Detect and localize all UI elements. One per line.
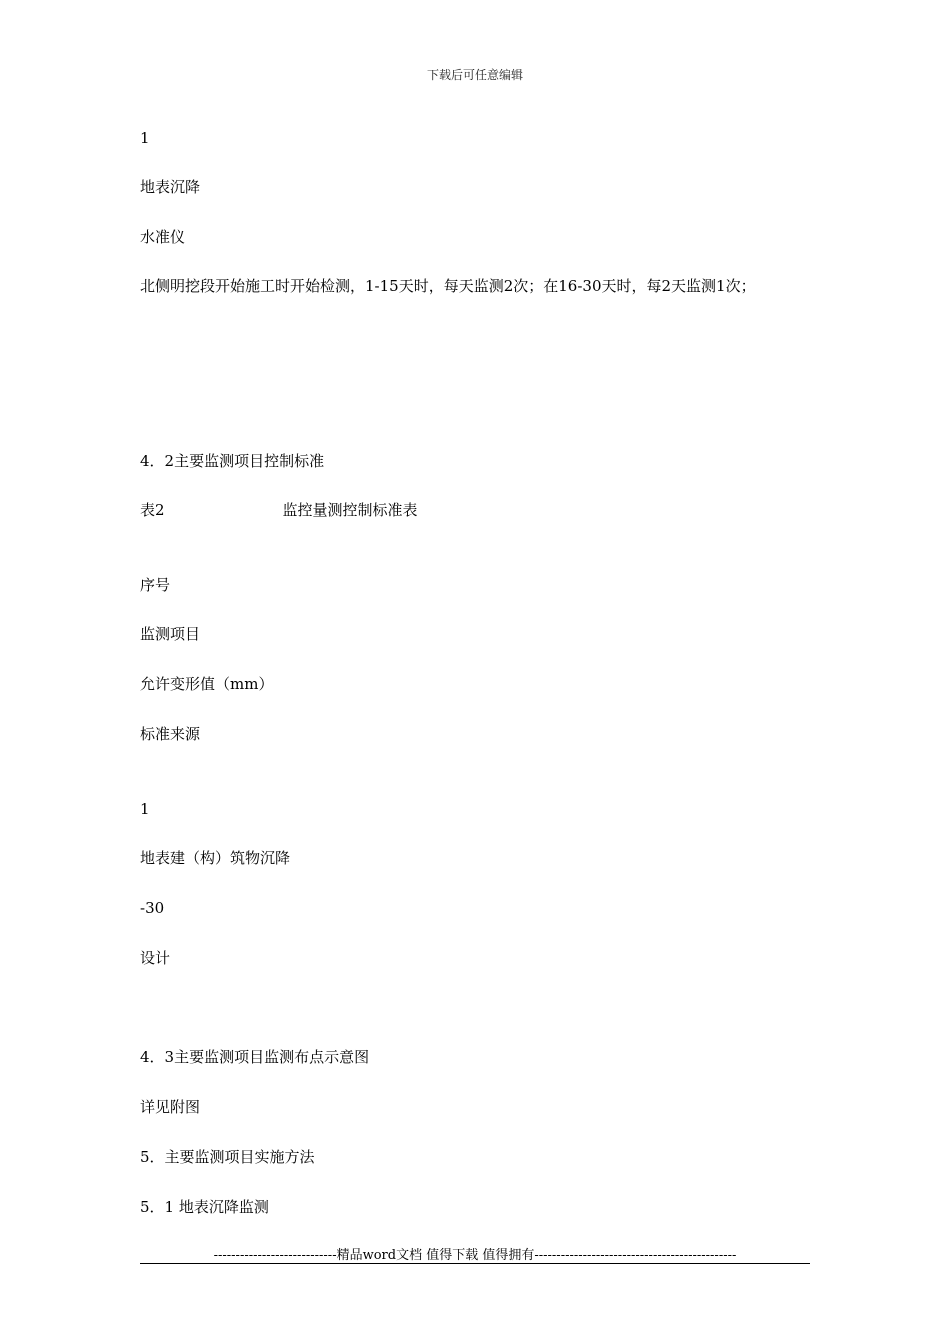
table1-index: 1 xyxy=(140,129,150,147)
table2-cell-index: 1 xyxy=(140,800,150,818)
section-5-1-heading: 5．1 地表沉降监测 xyxy=(140,1198,269,1216)
see-appendix-text: 详见附图 xyxy=(140,1098,201,1116)
table2-header-item: 监测项目 xyxy=(140,625,201,643)
table1-instrument: 水准仪 xyxy=(140,228,186,246)
table2-caption-title: 监控量测控制标准表 xyxy=(282,501,418,519)
page-footer: ----------------------------精品word文档 值得下载 值得拥有---------------------------------------------- xyxy=(213,1248,737,1263)
section-4-2-heading: 4．2主要监测项目控制标准 xyxy=(140,452,325,470)
table2-cell-allowed: -30 xyxy=(140,899,165,917)
page-header: 下载后可任意编辑 xyxy=(426,68,523,82)
table1-frequency: 北侧明挖段开始施工时开始检测，1-15天时，每天监测2次；在16-30天时，每2天监测1次； xyxy=(140,277,756,295)
section-5-heading: 5．主要监测项目实施方法 xyxy=(140,1148,315,1166)
table1-item: 地表沉降 xyxy=(140,178,201,196)
table2-header-source: 标准来源 xyxy=(140,725,201,743)
table2-caption-label: 表2 xyxy=(140,501,165,519)
table2-header-index: 序号 xyxy=(140,576,171,594)
table2-cell-item: 地表建（构）筑物沉降 xyxy=(140,849,291,867)
table2-caption xyxy=(140,498,418,522)
table2-cell-source: 设计 xyxy=(140,949,171,967)
footer-divider xyxy=(140,1263,810,1264)
section-4-3-heading: 4．3主要监测项目监测布点示意图 xyxy=(140,1048,370,1066)
table2-header-allowed: 允许变形值（mm） xyxy=(140,675,274,693)
